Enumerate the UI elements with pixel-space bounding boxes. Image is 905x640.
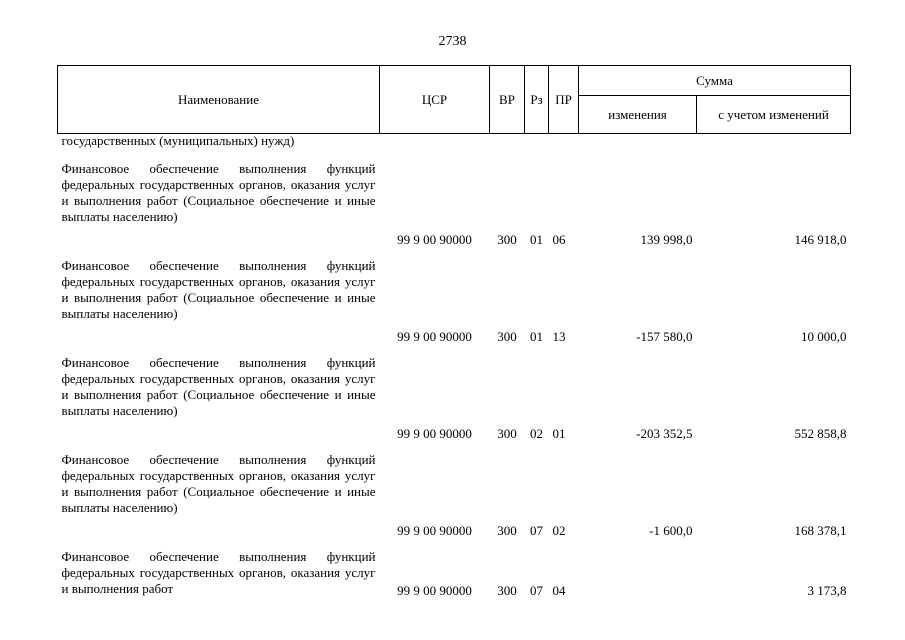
row-pr: 01: [552, 426, 566, 441]
row-change: 139 998,0: [640, 232, 693, 247]
table-row: [58, 544, 851, 603]
table-row: [58, 253, 851, 350]
row-name: Финансовое обеспечение выполнения функций федеральных государственных органов, оказания услуг и выполнения работ (Социальное обеспечение и иные выплаты населению): [61, 355, 376, 418]
row-vr: 300: [497, 583, 517, 598]
row-change: -1 600,0: [649, 523, 693, 538]
table-body: [58, 134, 851, 604]
row-csr: 99 9 00 90000: [397, 523, 472, 538]
table-row: [58, 156, 851, 253]
header-change: изменения: [579, 96, 697, 134]
row-change: [579, 544, 697, 603]
table-row: [58, 350, 851, 447]
row-csr: 99 9 00 90000: [397, 232, 472, 247]
header-sum: Сумма: [579, 66, 851, 96]
row-vr: 300: [497, 232, 517, 247]
row-total: 146 918,0: [794, 232, 847, 247]
row-name: государственных (муниципальных) нужд): [61, 133, 295, 148]
table-header: [58, 66, 851, 134]
row-pr: 02: [552, 523, 566, 538]
row-name: Финансовое обеспечение выполнения функций федеральных государственных органов, оказания услуг и выполнения работ (Социальное обеспечение и иные выплаты населению): [61, 161, 376, 224]
row-total: 10 000,0: [801, 329, 847, 344]
row-name: Финансовое обеспечение выполнения функций федеральных государственных органов, оказания услуг и выполнения работ (Социальное обеспечение и иные выплаты населению): [61, 452, 376, 515]
row-pr: 06: [552, 232, 566, 247]
row-total: 3 173,8: [807, 583, 847, 598]
row-csr: 99 9 00 90000: [397, 329, 472, 344]
row-csr: 99 9 00 90000: [397, 583, 472, 598]
page-number: 2738: [438, 34, 467, 49]
row-pr: 04: [552, 583, 566, 598]
header-pr: ПР: [549, 66, 579, 134]
row-name: Финансовое обеспечение выполнения функций федеральных государственных органов, оказания услуг и выполнения работ: [61, 549, 376, 596]
budget-table: [57, 65, 851, 603]
row-rz: 07: [530, 583, 543, 598]
table-row-continuation: [58, 134, 851, 157]
header-csr: ЦСР: [380, 66, 490, 134]
row-vr: 300: [497, 426, 517, 441]
table-row: [58, 447, 851, 544]
row-rz: 07: [530, 523, 543, 538]
header-total: с учетом изменений: [697, 96, 851, 134]
header-vr: ВР: [490, 66, 525, 134]
row-change: -203 352,5: [636, 426, 693, 441]
row-pr: 13: [552, 329, 566, 344]
row-total: 168 378,1: [794, 523, 847, 538]
row-vr: 300: [497, 523, 517, 538]
row-total: 552 858,8: [794, 426, 847, 441]
row-change: -157 580,0: [636, 329, 693, 344]
row-rz: 02: [530, 426, 543, 441]
row-vr: 300: [497, 329, 517, 344]
row-rz: 01: [530, 232, 543, 247]
header-rz: Рз: [525, 66, 549, 134]
row-name: Финансовое обеспечение выполнения функций федеральных государственных органов, оказания услуг и выполнения работ (Социальное обеспечение и иные выплаты населению): [61, 258, 376, 321]
row-csr: 99 9 00 90000: [397, 426, 472, 441]
header-name: Наименование: [58, 66, 380, 134]
row-rz: 01: [530, 329, 543, 344]
